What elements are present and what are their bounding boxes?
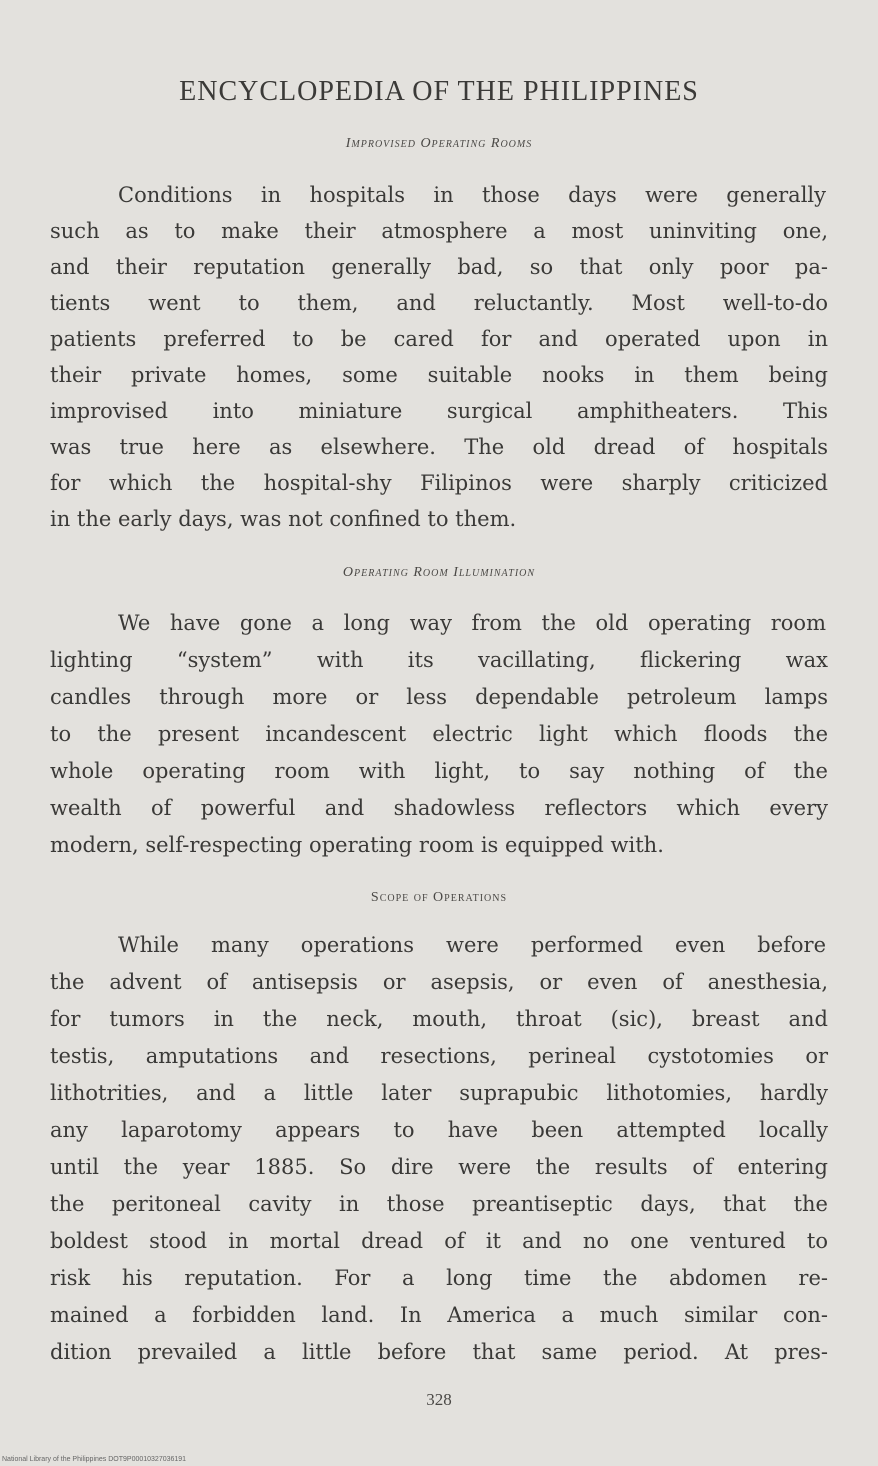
paragraph-line: their private homes, some suitable nooks in them being: [50, 363, 828, 387]
paragraph-line: risk his reputation. For a long time the abdomen re-: [50, 1266, 828, 1290]
paragraph-line: wealth of powerful and shadowless reflectors which every: [50, 796, 828, 820]
section-heading: Operating Room Illumination: [342, 565, 536, 580]
paragraph-line: lithotrities, and a little later suprapubic lithotomies, hardly: [50, 1081, 828, 1105]
running-title: ENCYCLOPEDIA OF THE PHILIPPINES: [179, 76, 699, 107]
paragraph-line: and their reputation generally bad, so that only poor pa-: [50, 255, 828, 279]
paragraph-line: dition prevailed a little before that same period. At pres-: [50, 1340, 828, 1364]
paragraph-line: boldest stood in mortal dread of it and no one ventured to: [50, 1229, 828, 1253]
paragraph-line: candles through more or less dependable petroleum lamps: [50, 685, 828, 709]
paragraph-line: While many operations were performed even before: [118, 933, 826, 957]
scan-credit: National Library of the Philippines DOT9P00010327036191: [2, 1456, 187, 1463]
paragraph-line: Conditions in hospitals in those days were generally: [118, 183, 826, 207]
paragraph-line: was true here as elsewhere. The old dread of hospitals: [50, 435, 828, 459]
paragraph-line: for which the hospital-shy Filipinos were sharply criticized: [50, 471, 828, 495]
paragraph-line: mained a forbidden land. In America a much similar con-: [50, 1303, 828, 1327]
section-heading: Improvised Operating Rooms: [345, 136, 533, 151]
paragraph-line: for tumors in the neck, mouth, throat (sic), breast and: [50, 1007, 828, 1031]
paragraph-line: tients went to them, and reluctantly. Most well-to-do: [50, 291, 828, 315]
section-heading: Scope of Operations: [370, 890, 508, 905]
paragraph-line: testis, amputations and resections, perineal cystotomies or: [50, 1044, 828, 1068]
paragraph-line: any laparotomy appears to have been attempted locally: [50, 1118, 828, 1142]
paragraph-line: to the present incandescent electric light which floods the: [50, 722, 828, 746]
paragraph-line: patients preferred to be cared for and operated upon in: [50, 327, 828, 351]
page-number: 328: [426, 1390, 452, 1409]
paragraph-line: improvised into miniature surgical amphitheaters. This: [50, 399, 828, 423]
paragraph-line: modern, self-respecting operating room is equipped with.: [50, 833, 664, 857]
paragraph-line: in the early days, was not confined to them.: [50, 507, 517, 531]
paragraph-line: until the year 1885. So dire were the results of entering: [50, 1155, 828, 1179]
paragraph-line: the advent of antisepsis or asepsis, or even of anesthesia,: [50, 970, 828, 994]
paragraph-line: such as to make their atmosphere a most uninviting one,: [50, 219, 828, 243]
paragraph-line: whole operating room with light, to say nothing of the: [50, 759, 828, 783]
paragraph-line: lighting “system” with its vacillating, flickering wax: [50, 648, 828, 672]
paragraph-line: We have gone a long way from the old operating room: [118, 611, 826, 635]
paragraph-line: the peritoneal cavity in those preantiseptic days, that the: [50, 1192, 828, 1216]
